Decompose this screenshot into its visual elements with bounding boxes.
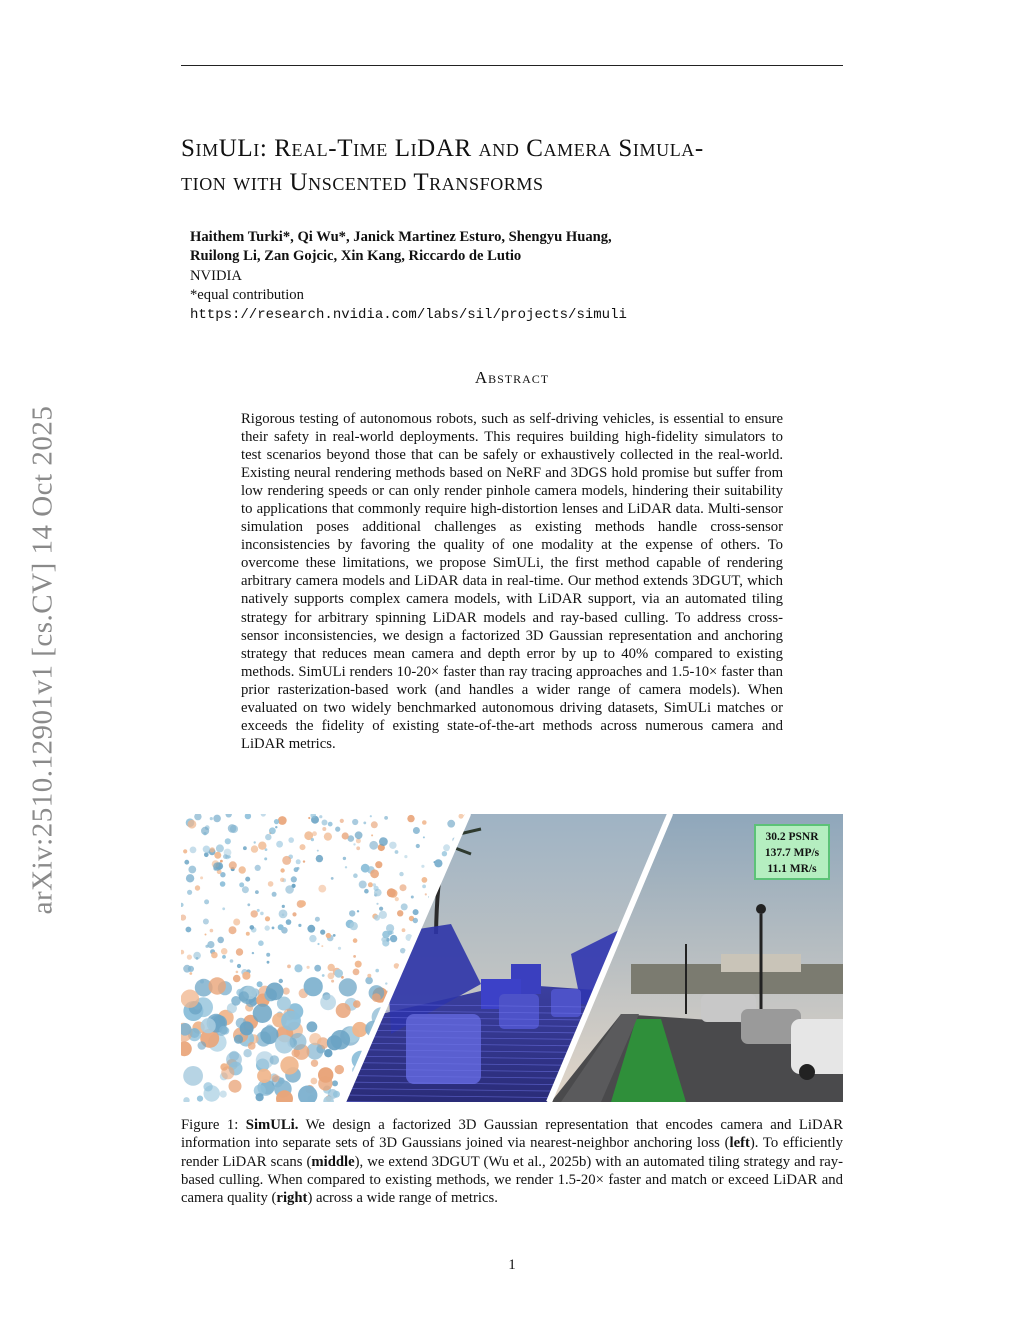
paper-title	[181, 132, 851, 200]
pointcloud-dot	[339, 978, 357, 996]
pointcloud-dot	[246, 932, 250, 936]
pointcloud-dot	[421, 865, 424, 868]
pointcloud-dot	[322, 820, 328, 826]
caption-middle: middle	[311, 1153, 355, 1170]
pointcloud-dot	[260, 912, 264, 916]
pointcloud-dot	[222, 907, 225, 910]
pointcloud-dot	[255, 890, 259, 894]
contribution-note: *equal contribution	[190, 287, 304, 304]
pointcloud-dot	[253, 1004, 272, 1023]
pointcloud-dot	[374, 915, 380, 921]
pointcloud-dot	[225, 838, 231, 844]
pointcloud-dot	[283, 988, 290, 995]
pointcloud-dot	[370, 815, 372, 817]
pointcloud-dot	[371, 834, 373, 836]
pointcloud-dot	[252, 952, 254, 954]
pointcloud-dot	[200, 876, 203, 879]
authors-line-2: Ruilong Li, Zan Gojcic, Xin Kang, Riccardo de Lutio	[190, 248, 522, 265]
pointcloud-dot	[184, 860, 189, 865]
pointcloud-dot	[361, 864, 370, 873]
pointcloud-dot	[239, 991, 249, 1001]
pointcloud-dot	[375, 969, 379, 973]
pointcloud-dot	[411, 896, 414, 899]
teaser-image	[181, 814, 843, 1102]
pointcloud-dot	[257, 909, 260, 912]
pointcloud-dot	[372, 993, 381, 1002]
pointcloud-dot	[371, 821, 378, 828]
pointcloud-dot	[336, 1003, 351, 1018]
pointcloud-dot	[242, 972, 250, 980]
pointcloud-dot	[328, 964, 335, 971]
pointcloud-dot	[219, 1026, 228, 1035]
pointcloud-dot	[280, 878, 284, 882]
pointcloud-dot	[258, 842, 266, 850]
pointcloud-dot	[266, 983, 284, 1001]
pointcloud-dot	[370, 869, 379, 878]
pointcloud-dot	[265, 925, 270, 930]
pointcloud-dot	[188, 866, 196, 874]
header-rule	[181, 65, 843, 66]
pointcloud-dot	[188, 966, 194, 972]
author-block	[190, 228, 627, 325]
pointcloud-dot	[207, 941, 214, 948]
pointcloud-dot	[188, 820, 197, 829]
title-line-2: tion with Unscented Transforms	[181, 169, 544, 196]
pointcloud-dot	[210, 847, 215, 852]
pointcloud-dot	[345, 866, 347, 868]
pointcloud-dot	[250, 925, 255, 930]
pointcloud-dot	[251, 845, 258, 852]
pointcloud-dot	[321, 945, 323, 947]
pointcloud-dot	[183, 849, 187, 853]
pointcloud-dot	[322, 974, 325, 977]
pointcloud-dot	[210, 929, 214, 933]
pointcloud-dot	[221, 948, 228, 955]
pointcloud-dot	[220, 860, 223, 863]
pointcloud-dot	[265, 916, 270, 921]
pointcloud-dot	[315, 917, 320, 922]
pointcloud-dot	[353, 843, 355, 845]
pointcloud-dot	[201, 827, 209, 835]
pointcloud-dot	[318, 885, 326, 893]
pointcloud-dot	[307, 925, 315, 933]
pointcloud-dot	[216, 844, 224, 852]
pointcloud-dot	[363, 822, 366, 825]
pointcloud-dot	[352, 1022, 367, 1037]
pointcloud-dot	[266, 1025, 274, 1033]
pointcloud-dot	[201, 1018, 216, 1033]
pointcloud-dot	[268, 881, 274, 887]
pointcloud-dot	[407, 815, 414, 822]
teaser-figure	[181, 814, 843, 1102]
pointcloud-dot	[369, 841, 378, 850]
pointcloud-dot	[203, 1082, 212, 1091]
pointcloud-dot	[311, 1060, 318, 1067]
pointcloud-dot	[267, 961, 270, 964]
pointcloud-dot	[379, 911, 387, 919]
abstract-body: Rigorous testing of autonomous robots, such as self-driving vehicles, is essential to ensure their safety in real-world deployments. This requires building high-fidelity simulators to test scenarios beyond those that can be safely or exhaustively collected in the real-world. Existing neural rendering methods based on NeRF and 3DGS hold promise but suffer from low rendering speeds or can only render pinhole camera models, hindering their suitability to applications that commonly require high-distortion lenses and LiDAR data. Multi-sensor simulation poses additional challenges as existing methods handle cross-sensor inconsistencies by favoring the quality of one modality at the expense of others. To overcome these limitations, we propose SimULi, the first method capable of rendering arbitrary camera models and LiDAR data in real-time. Our method extends 3DGUT, which natively supports complex camera models, with LiDAR support, via an automated tiling strategy for arbitrary spinning LiDAR models and ray-based culling. To address cross-sensor inconsistencies, we design a factorized 3D Gaussian representation and anchoring strategy that reduces mean camera and depth error by up to 40% compared to existing methods. SimULi renders 10-20× faster than ray tracing approaches and 1.5-10× faster than prior rasterization-based work (and handles a wider range of camera models). When evaluated on two widely benchmarked autonomous driving datasets, SimULi matches or exceeds the fidelity of existing state-of-the-art methods across numerous camera and LiDAR metrics.	[241, 411, 783, 752]
caption-left: left	[729, 1135, 750, 1152]
pointcloud-dot	[200, 980, 204, 984]
pointcloud-dot	[217, 937, 224, 944]
pointcloud-dot	[186, 874, 194, 882]
pointcloud-dot	[389, 842, 396, 849]
pointcloud-dot	[353, 969, 360, 976]
pointcloud-dot	[423, 836, 425, 838]
pointcloud-dot	[422, 877, 428, 883]
title-line-1: SimULi: Real-Time LiDAR and Camera Simula-	[181, 135, 704, 162]
pointcloud-dot	[248, 1042, 256, 1050]
pointcloud-dot	[434, 859, 442, 867]
pointcloud-dot	[373, 883, 376, 886]
caption-label: Figure 1:	[181, 1117, 239, 1133]
pointcloud-dot	[404, 855, 407, 858]
pointcloud-dot	[379, 907, 383, 911]
pointcloud-dot	[359, 881, 367, 889]
pointcloud-dot	[189, 972, 192, 975]
pointcloud-dot	[317, 850, 319, 852]
pointcloud-dot	[331, 877, 334, 880]
caption-text-3: ), we extend 3DGUT (Wu et al., 2025b) with an automated tiling strategy and ray-based culling. When compared to existing methods, we render 1.5-20× faster and match or exceed LiDAR and camera quality (	[181, 1153, 844, 1207]
pointcloud-dot	[328, 822, 333, 827]
pointcloud-dot	[395, 850, 399, 854]
pointcloud-dot	[256, 1093, 264, 1101]
pointcloud-dot	[258, 940, 264, 946]
pointcloud-dot	[425, 893, 427, 895]
pointcloud-dot	[353, 1000, 361, 1008]
pointcloud-dot	[332, 1080, 338, 1086]
pointcloud-dot	[294, 964, 302, 972]
pointcloud-dot	[181, 990, 199, 1008]
pointcloud-dot	[328, 973, 335, 980]
pointcloud-dot	[186, 927, 192, 933]
pointcloud-dot	[279, 979, 283, 983]
pointcloud-dot	[239, 882, 244, 887]
pointcloud-dot	[247, 903, 250, 906]
pointcloud-dot	[240, 1021, 254, 1035]
pointcloud-dot	[326, 933, 331, 938]
pointcloud-dot	[397, 910, 403, 916]
authors-line-1: Haithem Turki*, Qi Wu*, Janick Martinez Esturo, Shengyu Huang,	[190, 229, 612, 245]
pointcloud-dot	[278, 924, 284, 930]
pointcloud-dot	[230, 959, 234, 963]
pointcloud-dot	[307, 1021, 318, 1032]
pointcloud-dot	[291, 876, 297, 882]
pointcloud-dot	[190, 847, 197, 854]
pointcloud-dot	[298, 924, 301, 927]
pointcloud-dot	[280, 1056, 298, 1074]
pointcloud-dot	[204, 899, 209, 904]
pointcloud-dot	[209, 977, 226, 994]
pointcloud-dot	[365, 977, 373, 985]
pointcloud-dot	[338, 947, 341, 950]
pointcloud-dot	[390, 935, 397, 942]
pointcloud-dot	[210, 817, 213, 820]
pointcloud-dot	[214, 852, 221, 859]
pointcloud-dot	[221, 1066, 234, 1079]
pointcloud-dot	[203, 846, 210, 853]
pointcloud-dot	[368, 882, 373, 887]
pointcloud-dot	[334, 969, 343, 978]
pointcloud-dot	[413, 918, 418, 923]
pointcloud-dot	[385, 982, 387, 984]
pointcloud-dot	[195, 885, 200, 890]
pointcloud-dot	[311, 838, 314, 841]
pointcloud-dot	[187, 955, 192, 960]
pointcloud-dot	[236, 948, 243, 955]
page-number: 1	[508, 1257, 516, 1273]
pointcloud-dot	[255, 865, 261, 871]
pointcloud-dot	[281, 1011, 301, 1031]
pointcloud-dot	[287, 965, 291, 969]
pointcloud-dot	[353, 955, 356, 958]
pointcloud-dot	[422, 820, 427, 825]
pointcloud-dot	[307, 966, 310, 969]
pointcloud-dot	[447, 820, 455, 828]
metric-psnr: 30.2 PSNR	[765, 831, 819, 843]
pointcloud-dot	[203, 919, 209, 925]
pointcloud-dot	[230, 825, 238, 833]
pointcloud-dot	[324, 1049, 332, 1057]
caption-figure-name: SimULi.	[245, 1117, 299, 1133]
pointcloud-dot	[331, 980, 334, 983]
pointcloud-dot	[320, 930, 325, 935]
pointcloud-dot	[317, 943, 319, 945]
pointcloud-dot	[197, 1096, 203, 1102]
pointcloud-dot	[234, 1035, 243, 1044]
pointcloud-dot	[257, 1069, 271, 1083]
pointcloud-dot	[220, 881, 226, 887]
pointcloud-dot	[299, 900, 306, 907]
pointcloud-dot	[350, 922, 358, 930]
pointcloud-dot	[187, 890, 192, 895]
pointcloud-dot	[211, 952, 218, 959]
pointcloud-dot	[413, 827, 420, 834]
pointcloud-dot	[309, 1033, 321, 1045]
pointcloud-dot	[205, 945, 208, 948]
pointcloud-dot	[413, 909, 419, 915]
pointcloud-dot	[349, 910, 355, 916]
pointcloud-dot	[303, 860, 305, 862]
pointcloud-dot	[236, 971, 239, 974]
pointcloud-dot	[352, 819, 358, 825]
pointcloud-dot	[335, 1065, 344, 1074]
pointcloud-dot	[355, 831, 363, 839]
pointcloud-dot	[400, 884, 407, 891]
pointcloud-dot	[320, 994, 336, 1010]
caption-text-2: ). To efficiently render LiDAR scans (	[181, 1135, 843, 1170]
pointcloud-dot	[442, 851, 447, 856]
pointcloud-dot	[367, 974, 371, 978]
pointcloud-dot	[285, 885, 294, 894]
pointcloud-dot	[264, 857, 267, 860]
pointcloud-dot	[296, 859, 301, 864]
pointcloud-dot	[239, 866, 246, 873]
pointcloud-dot	[275, 826, 277, 828]
pointcloud-dot	[198, 1041, 207, 1050]
pointcloud-dot	[213, 815, 221, 823]
pointcloud-dot	[335, 827, 340, 832]
metric-lidar-rate: 11.1 MR/s	[767, 863, 817, 875]
pointcloud-dot	[272, 1074, 280, 1082]
pointcloud-dot	[245, 877, 250, 882]
pointcloud-dot	[257, 981, 263, 987]
pointcloud-dot	[314, 965, 321, 972]
pointcloud-dot	[333, 1091, 340, 1098]
pointcloud-dot	[270, 1055, 280, 1065]
pointcloud-dot	[304, 977, 323, 996]
pointcloud-dot	[324, 833, 332, 841]
caption-right: right	[276, 1190, 308, 1207]
abstract-heading: Abstract	[474, 368, 550, 387]
pointcloud-dot	[376, 903, 378, 905]
pointcloud-dot	[286, 919, 292, 925]
pointcloud-dot	[272, 927, 275, 930]
pointcloud-dot	[309, 935, 316, 942]
pointcloud-dot	[266, 953, 270, 957]
pointcloud-dot	[402, 928, 406, 932]
pointcloud-dot	[229, 926, 237, 934]
pointcloud-dot	[243, 1049, 251, 1057]
pointcloud-dot	[269, 827, 276, 834]
pointcloud-dot	[280, 868, 284, 872]
pointcloud-dot	[312, 831, 317, 836]
pointcloud-dot	[222, 955, 226, 959]
pointcloud-dot	[311, 1078, 318, 1085]
pointcloud-dot	[384, 816, 388, 820]
pointcloud-dot	[220, 1091, 227, 1098]
metric-camera-rate: 137.7 MP/s	[764, 847, 820, 859]
pointcloud-dot	[251, 910, 258, 917]
pointcloud-dot	[205, 934, 207, 936]
pointcloud-dot	[243, 846, 247, 850]
pointcloud-dot	[322, 827, 326, 831]
pointcloud-dot	[223, 854, 228, 859]
pointcloud-dot	[254, 841, 256, 843]
figure-caption	[181, 1116, 843, 1207]
affiliation: NVIDIA	[190, 267, 242, 284]
pointcloud-dot	[327, 1035, 342, 1050]
pointcloud-dot	[422, 885, 426, 889]
pointcloud-dot	[399, 872, 403, 876]
arxiv-identifier: arXiv:2510.12901v1 [cs.CV] 14 Oct 2025	[26, 405, 59, 915]
pointcloud-dot	[343, 857, 346, 860]
pointcloud-dot	[276, 841, 283, 848]
pointcloud-dot	[288, 837, 294, 843]
pointcloud-dot	[196, 957, 199, 960]
pointcloud-dot	[272, 892, 277, 897]
pointcloud-dot	[274, 819, 279, 824]
pointcloud-dot	[416, 844, 420, 848]
pointcloud-dot	[229, 861, 237, 869]
pointcloud-dot	[282, 856, 291, 865]
pointcloud-dot	[229, 1080, 242, 1093]
pointcloud-dot	[382, 931, 390, 939]
pointcloud-dot	[213, 862, 222, 871]
pointcloud-dot	[356, 846, 360, 850]
pointcloud-dot	[375, 861, 382, 868]
pointcloud-dot	[319, 815, 322, 818]
pointcloud-dot	[282, 905, 285, 908]
pointcloud-dot	[401, 903, 408, 910]
pointcloud-dot	[342, 832, 349, 839]
pointcloud-dot	[379, 837, 388, 846]
caption-text-4: ) across a wide range of metrics.	[307, 1190, 498, 1207]
pointcloud-dot	[292, 912, 296, 916]
pointcloud-dot	[355, 961, 362, 968]
pointcloud-dot	[308, 817, 310, 819]
pointcloud-dot	[183, 1066, 203, 1086]
pointcloud-dot	[340, 819, 344, 823]
pointcloud-dot	[290, 1033, 307, 1050]
pointcloud-dot	[300, 844, 306, 850]
pointcloud-dot	[333, 934, 336, 937]
pointcloud-dot	[353, 873, 358, 878]
pointcloud-dot	[357, 910, 359, 912]
pointcloud-dot	[233, 919, 240, 926]
pointcloud-dot	[395, 897, 399, 901]
pointcloud-dot	[297, 867, 300, 870]
pointcloud-dot	[364, 889, 369, 894]
project-url[interactable]: https://research.nvidia.com/labs/sil/projects/simuli	[190, 306, 627, 323]
pointcloud-dot	[265, 834, 271, 840]
pointcloud-dot	[316, 855, 323, 862]
pointcloud-dot	[279, 910, 288, 919]
pointcloud-dot	[353, 938, 358, 943]
caption-text-1: We design a factorized 3D Gaussian representation that encodes camera and LiDAR information into separate sets of 3D Gaussians joined via nearest-neighbor anchoring loss (	[181, 1117, 843, 1152]
pointcloud-dot	[387, 888, 396, 897]
pointcloud-dot	[242, 886, 249, 893]
pointcloud-dot	[318, 1076, 332, 1090]
pointcloud-dot	[233, 975, 241, 983]
pointcloud-dot	[237, 964, 241, 968]
pointcloud-dot	[278, 816, 287, 825]
metrics-badge	[754, 824, 830, 880]
